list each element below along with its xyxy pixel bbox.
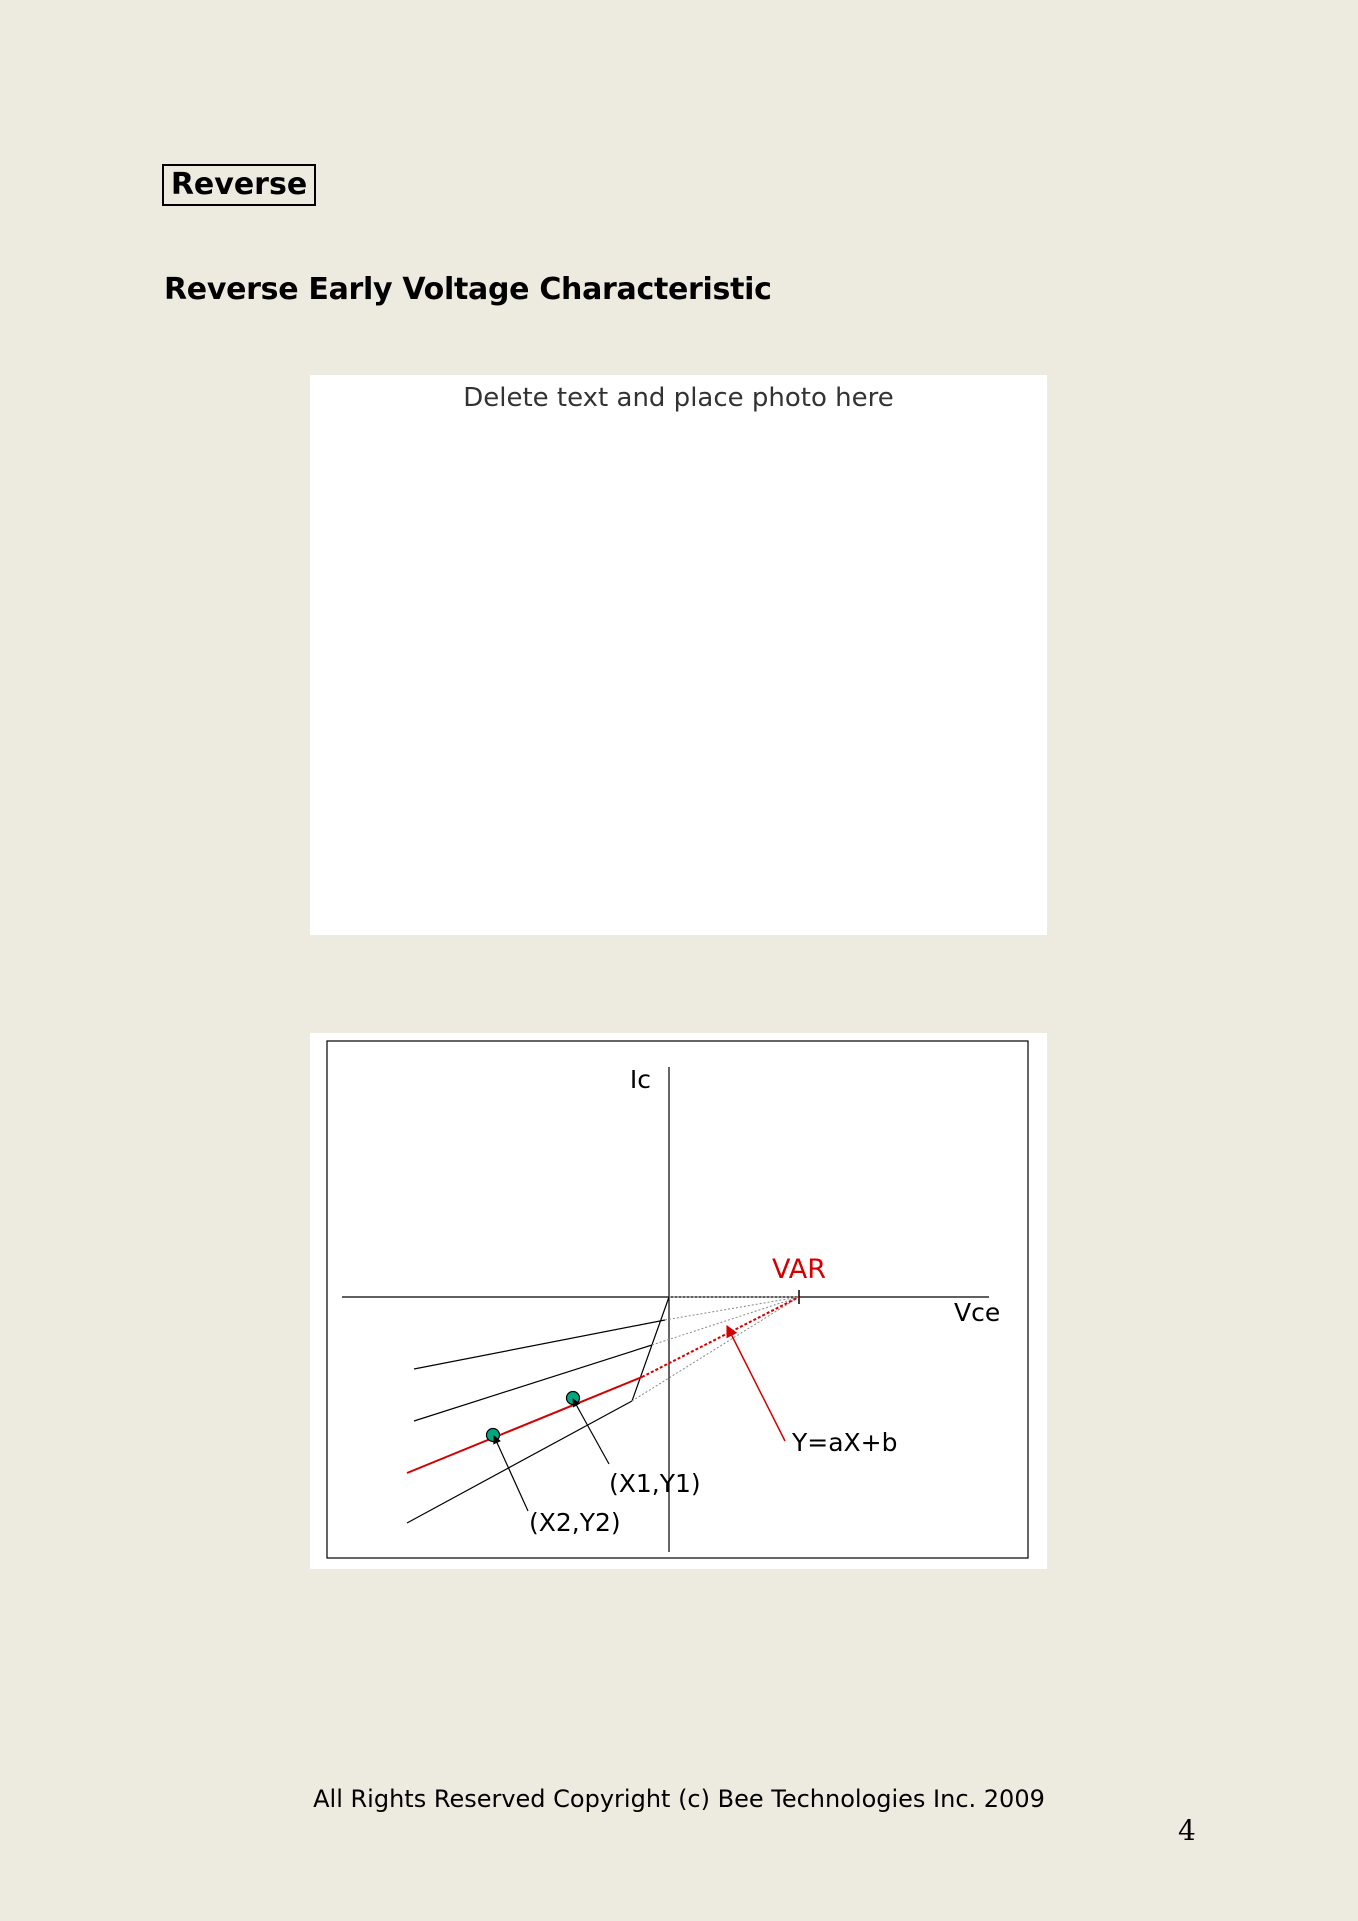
equation-leader-arrow: [727, 1326, 785, 1441]
fitted-line-extrapolation: [642, 1297, 799, 1377]
reverse-tag: [162, 164, 316, 206]
equation-label: Y=aX+b: [792, 1428, 898, 1457]
curve-1: [414, 1320, 665, 1369]
copyright-text: All Rights Reserved Copyright (c) Bee Technologies Inc. 2009: [313, 1785, 1045, 1813]
extrapolation-lines: [632, 1297, 799, 1401]
page-title: Reverse Early Voltage Characteristic: [164, 272, 772, 307]
photo-placeholder[interactable]: [310, 375, 1047, 935]
fitted-line: [407, 1377, 642, 1473]
y-axis-label: Ic: [629, 1065, 651, 1094]
point1-label: (X1,Y1): [609, 1469, 701, 1498]
diagram-canvas: [310, 1033, 1047, 1569]
early-voltage-diagram: [310, 1033, 1047, 1569]
reverse-tag-label: Reverse: [170, 167, 308, 202]
photo-placeholder-text: Delete text and place photo here: [463, 383, 894, 413]
copyright-footer: [0, 1785, 1358, 1813]
point1-leader-arrow: [573, 1399, 609, 1464]
var-label: VAR: [772, 1254, 826, 1285]
point-x2-y2-marker: [567, 1392, 580, 1405]
x-axis-label: Vce: [954, 1298, 1001, 1327]
point2-label: (X2,Y2): [529, 1508, 621, 1537]
page-number: 4: [1178, 1814, 1196, 1847]
point-x1-y1: [487, 1429, 500, 1442]
